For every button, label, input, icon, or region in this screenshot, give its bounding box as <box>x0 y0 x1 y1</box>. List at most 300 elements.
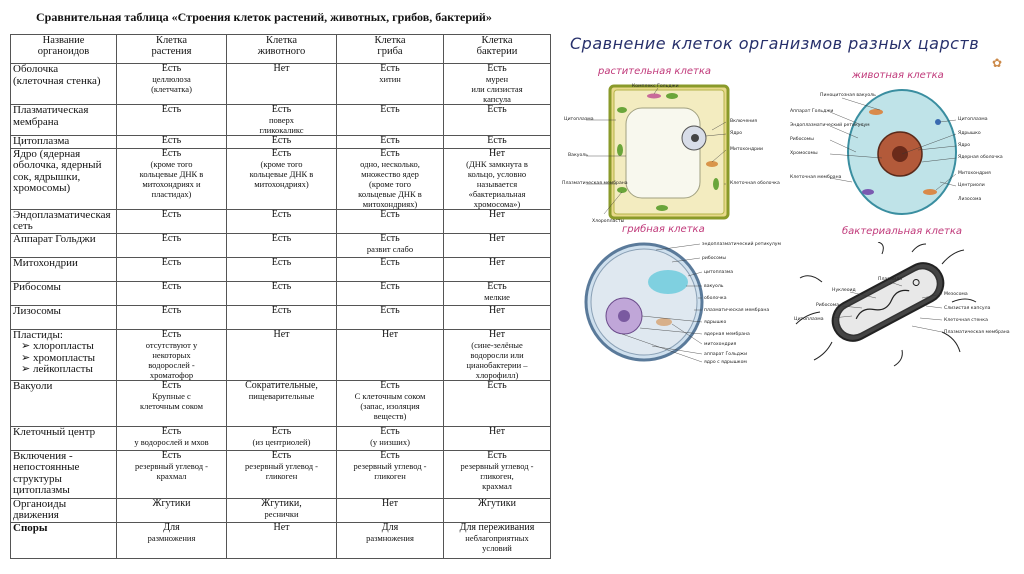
organelle-name-cell <box>11 380 117 426</box>
animal-label-centrioles: Центриоли <box>958 183 985 188</box>
table-header-text: Название <box>42 35 85 46</box>
table-cell-text: одно, несколько, <box>360 158 420 169</box>
table-cell-text: некоторых <box>152 349 191 360</box>
table-cell-text: Нет <box>488 233 506 244</box>
table-cell-text: гликоген <box>374 470 406 481</box>
table-cell-text: хроматофор <box>149 369 194 380</box>
table-row <box>11 450 551 498</box>
table-row <box>11 233 551 257</box>
table-cell <box>227 148 337 209</box>
table-cell-text: крахмал <box>482 480 512 491</box>
organelle-name-text: Пластиды: <box>13 329 63 341</box>
table-cell <box>227 209 337 233</box>
table-cell-text: отсутствуют у <box>145 339 198 350</box>
organelle-name-text: Вакуоли <box>13 380 53 392</box>
table-cell-text: Есть <box>161 281 182 292</box>
table-cell-text: Есть <box>380 63 400 74</box>
table-cell-text: Жгутики, <box>261 498 302 509</box>
animal-label-lysosome: Пиноцитозная вакуоль <box>820 93 876 98</box>
table-cell <box>337 450 444 498</box>
table-cell-text: Есть <box>487 63 507 74</box>
table-row <box>11 498 551 522</box>
table-cell-text: (ДНК замкнута в <box>466 158 528 169</box>
table-cell-text: мурен <box>485 74 509 84</box>
organelle-name-cell <box>11 209 117 233</box>
table-cell-text: Есть <box>161 257 182 268</box>
table-cell <box>227 329 337 380</box>
animal-label-lysosome-2: Лизосома <box>958 197 982 202</box>
organelle-name-cell <box>11 257 117 281</box>
table-cell-text: пластидах) <box>151 188 192 199</box>
organelle-name-text: ➢ хлоропласты <box>21 340 94 352</box>
table-cell-text: митохондриях и <box>142 178 201 189</box>
table-cell-text: (сине-зелёные <box>471 339 523 350</box>
table-cell-text: Нет <box>488 305 506 316</box>
animal-label-ribosomes: Рибосомы <box>790 137 814 142</box>
table-cell-text: Есть <box>161 380 182 391</box>
caption-animal-cell: животная клетка <box>852 70 944 81</box>
table-cell <box>444 64 551 105</box>
bacteria-label-membrane: Плазматическая мембрана <box>944 330 1010 335</box>
table-header-cell <box>227 35 337 64</box>
animal-label-nucleolus: Ядрышко <box>958 131 981 136</box>
fungus-nucleolus <box>618 310 630 322</box>
plant-label-cytoplasm: Цитоплазма <box>564 117 594 122</box>
table-cell-text: С клеточным соком <box>354 390 426 401</box>
fungus-label-mitochondrion: митохондрия <box>704 342 737 347</box>
fungus-label-membrane: плазматическая мембрана <box>704 308 770 313</box>
table-cell-text: Нет <box>381 498 399 509</box>
table-row <box>11 380 551 426</box>
table-cell-text: или слизистая <box>471 84 523 94</box>
organelle-name-cell <box>11 64 117 105</box>
table-cell <box>227 305 337 329</box>
table-cell <box>117 233 227 257</box>
table-cell <box>117 522 227 558</box>
organelle-name-text: цитоплазмы <box>13 484 70 496</box>
table-row <box>11 257 551 281</box>
table-cell-text: Нет <box>273 329 290 340</box>
table-cell-text: Для переживания <box>459 522 535 533</box>
table-cell <box>337 209 444 233</box>
table-cell <box>444 209 551 233</box>
table-cell-text: резервный углевод - <box>134 460 208 471</box>
table-cell-text: Есть <box>161 426 182 437</box>
table-cell-text: Есть <box>271 305 292 316</box>
plant-label-mitochondria: Митохондрии <box>730 147 764 152</box>
table-cell <box>337 281 444 305</box>
table-cell-text: Для <box>163 522 180 533</box>
organelle-name-text: движения <box>13 509 59 521</box>
table-cell <box>117 498 227 522</box>
organelle-name-text: Клеточный центр <box>13 426 96 438</box>
table-cell <box>444 305 551 329</box>
plant-chloroplast <box>656 205 668 211</box>
table-cell-text: Есть <box>161 148 182 159</box>
fungus-label-nucleolus: ядрышко <box>704 320 727 325</box>
table-cell-text: Есть <box>271 281 292 292</box>
table-cell <box>117 380 227 426</box>
caption-plant-cell: растительная клетка <box>598 66 711 77</box>
table-cell <box>117 329 227 380</box>
table-cell-text: у водорослей и мхов <box>134 436 209 447</box>
table-cell <box>444 450 551 498</box>
organelle-name-text: мембрана <box>13 115 59 128</box>
animal-label-nuclear-envelope: Ядерная оболочка <box>958 155 1003 160</box>
table-cell-text: Крупные с <box>152 390 191 401</box>
organelle-name-text: ➢ лейкопласты <box>21 363 93 375</box>
table-cell-text: Жгутики <box>478 498 516 509</box>
table-row <box>11 148 551 209</box>
organelle-name-cell <box>11 450 117 498</box>
table-cell-text: кольцо, условно <box>467 168 527 179</box>
organelle-name-cell <box>11 105 117 136</box>
table-header-text: гриба <box>377 46 403 57</box>
organelle-name-text: ➢ хромопласты <box>21 351 96 364</box>
table-cell <box>337 233 444 257</box>
table-cell-text: Нет <box>488 426 506 437</box>
fungus-cell-diagram <box>582 236 792 368</box>
table-cell <box>227 522 337 558</box>
animal-label-golgi: Аппарат Гольджи <box>790 109 834 114</box>
table-cell-text: кольцевые ДНК в <box>139 168 204 179</box>
table-cell-text: крахмал <box>156 470 187 481</box>
table-cell-text: Есть <box>487 450 507 461</box>
animal-label-er: Эндоплазматический ретикулум <box>790 123 870 128</box>
organelle-name-text: Цитоплазма <box>13 135 70 147</box>
table-cell-text: Есть <box>380 426 400 437</box>
table-cell <box>337 522 444 558</box>
table-cell-text: (клетчатка) <box>151 84 192 94</box>
table-cell <box>117 136 227 149</box>
table-cell-text: резервный углевод - <box>460 460 534 471</box>
table-cell <box>444 498 551 522</box>
animal-label-chromosomes: Хромосомы <box>790 151 818 156</box>
bacteria-label-plasmid: Плазмида <box>878 277 903 282</box>
organelle-name-text: Оболочка <box>13 63 59 75</box>
table-cell-text: называется <box>476 178 518 189</box>
table-cell <box>227 105 337 136</box>
table-cell <box>444 522 551 558</box>
bacteria-label-capsule: Слизистая капсула <box>944 306 991 311</box>
fungus-label-wall: оболочка <box>704 296 727 301</box>
table-cell-text: Жгутики <box>152 498 191 509</box>
organelle-name-text: Плазматическая <box>13 104 89 116</box>
table-cell-text: (кроме того <box>260 158 303 169</box>
table-cell-text: Есть <box>271 426 292 437</box>
table-cell-text: клеточным соком <box>139 400 203 411</box>
table-row <box>11 305 551 329</box>
table-cell <box>117 105 227 136</box>
bacteria-label-cytoplasm: Цитоплазма <box>794 317 824 322</box>
table-cell-text: Нет <box>488 257 506 268</box>
organelle-name-cell <box>11 522 117 558</box>
table-cell-text: Есть <box>380 148 400 159</box>
table-cell-text: Нет <box>488 148 506 159</box>
bacteria-label-ribosome: Рибосома <box>816 303 840 308</box>
organelle-name-text: Аппарат Гольджи <box>13 233 96 245</box>
table-cell-text: размножения <box>147 532 196 543</box>
table-cell-text: Есть <box>487 380 507 391</box>
plant-golgi <box>647 94 661 99</box>
plant-label-inclusions: Включения <box>730 119 758 124</box>
fungus-mitochondrion <box>656 318 672 326</box>
table-cell <box>337 305 444 329</box>
table-cell <box>227 380 337 426</box>
table-cell-text: Есть <box>487 104 507 115</box>
table-cell <box>337 136 444 149</box>
table-cell-text: множество ядер <box>361 168 419 179</box>
plant-chloroplast <box>617 144 623 156</box>
fungus-label-cytoplasm: цитоплазма <box>704 270 734 275</box>
table-cell <box>337 380 444 426</box>
table-header-text: животного <box>257 46 306 57</box>
table-cell-text: резервный углевод - <box>353 460 427 471</box>
table-cell <box>337 257 444 281</box>
plant-chloroplast <box>666 93 678 99</box>
diagram-title: Сравнение клеток организмов разных царств <box>570 34 980 53</box>
table-row <box>11 426 551 450</box>
plant-label-chloroplasts: Хлоропласты <box>592 219 625 224</box>
table-cell-text: Есть <box>161 135 182 146</box>
organelle-name-cell <box>11 305 117 329</box>
animal-label-nucleus: Ядро <box>958 143 971 148</box>
table-cell-text: Нет <box>488 209 506 220</box>
organelle-name-text: хромосомы) <box>13 182 71 194</box>
table-cell-text: Нет <box>273 63 290 74</box>
table-cell-text: Для <box>381 522 399 533</box>
table-cell-text: размножения <box>366 532 414 543</box>
table-cell-text: Есть <box>161 305 182 316</box>
table-cell-text: Нет <box>273 522 290 533</box>
table-cell-text: Есть <box>380 380 400 391</box>
table-cell-text: (кроме того <box>150 158 193 169</box>
table-cell <box>227 450 337 498</box>
table-row <box>11 522 551 558</box>
table-cell <box>117 305 227 329</box>
animal-label-mitochondrion: Митохондрия <box>958 171 991 176</box>
table-cell-text: веществ) <box>373 410 407 421</box>
animal-cell-diagram <box>790 82 1024 226</box>
table-cell-text: Есть <box>271 450 292 461</box>
table-cell-text: Есть <box>271 104 292 115</box>
table-cell-text: (из центриолей) <box>252 436 311 447</box>
table-cell <box>227 136 337 149</box>
fungus-label-nucleus: ядро с ядрышком <box>704 360 747 365</box>
table-cell <box>444 380 551 426</box>
table-cell <box>117 257 227 281</box>
organelle-name-text: Эндоплазматическая <box>13 209 111 221</box>
table-cell <box>337 64 444 105</box>
table-cell-text: капсула <box>483 94 511 104</box>
table-cell <box>337 426 444 450</box>
table-cell-text: кольцевые ДНК в <box>249 168 314 179</box>
caption-bacteria-cell: бактериальная клетка <box>842 226 963 237</box>
table-cell-text: хлорофилл) <box>475 369 519 380</box>
table-cell <box>117 209 227 233</box>
table-cell <box>117 281 227 305</box>
organelle-name-cell <box>11 426 117 450</box>
table-cell-text: Есть <box>271 233 292 244</box>
plant-chloroplast <box>617 107 627 113</box>
table-cell-text: Есть <box>161 329 182 340</box>
fungus-vacuole <box>648 270 688 294</box>
table-header-text: Клетка <box>265 35 298 46</box>
organelle-name-text: структуры <box>13 472 62 485</box>
table-cell-text: (кроме того <box>369 178 411 189</box>
table-header-text: органоидов <box>37 46 90 57</box>
table-cell <box>337 498 444 522</box>
comparison-table-panel <box>10 6 550 570</box>
organelle-name-text: сок, ядрышки, <box>13 170 81 183</box>
table-cell-text: гликокаликс <box>259 125 304 135</box>
table-cell-text: условий <box>482 542 512 553</box>
table-cell <box>444 329 551 380</box>
table-cell-text: Есть <box>271 257 292 268</box>
table-cell-text: неблагоприятных <box>465 532 529 543</box>
table-body <box>11 64 551 559</box>
bacteria-cell-diagram <box>792 242 1024 368</box>
animal-nucleolus <box>892 146 908 162</box>
table-cell <box>444 136 551 149</box>
table-cell-text: Есть <box>271 135 292 146</box>
organelle-name-text: оболочка, ядерный <box>13 159 102 171</box>
table-cell <box>117 148 227 209</box>
organelle-name-text: Рибосомы <box>13 281 61 293</box>
plant-label-membrane: Плазматическая мембрана <box>562 181 628 186</box>
fungus-label-er: эндоплазматический ретикулум <box>702 242 781 247</box>
table-cell-text: резервный углевод - <box>244 460 318 471</box>
table-cell <box>227 64 337 105</box>
table-cell <box>117 450 227 498</box>
table-cell <box>227 257 337 281</box>
plant-label-cell-wall: Клеточная оболочка <box>730 181 780 186</box>
table-header-text: Клетка <box>155 35 188 46</box>
table-row <box>11 281 551 305</box>
table-cell-text: реснички <box>264 508 299 519</box>
table-cell-text: Есть <box>380 135 400 146</box>
table-row <box>11 209 551 233</box>
comparison-table <box>10 34 551 559</box>
table-cell-text: Есть <box>380 104 400 115</box>
fungus-label-nuclear-membrane: ядерная мембрана <box>704 332 750 337</box>
table-cell-text: Есть <box>380 209 400 220</box>
table-cell-text: водоросли или <box>470 349 524 360</box>
table-row <box>11 136 551 149</box>
table-cell-text: развит слабо <box>366 243 414 254</box>
table-cell <box>444 257 551 281</box>
organelle-name-text: непостоянные <box>13 461 80 473</box>
table-cell-text: Есть <box>271 209 292 220</box>
table-cell <box>227 498 337 522</box>
table-cell <box>117 426 227 450</box>
fungus-cytoplasm <box>591 249 697 355</box>
plant-chloroplast <box>713 178 719 190</box>
table-cell <box>227 426 337 450</box>
animal-label-membrane: Клеточная мембрана <box>790 175 842 180</box>
organelle-name-cell <box>11 281 117 305</box>
table-cell-text: Есть <box>380 233 400 244</box>
table-cell-text: хромосома») <box>473 198 521 209</box>
organelle-name-text: (клеточная стенка) <box>13 74 101 87</box>
organelle-name-cell <box>11 136 117 149</box>
animal-mitochondrion <box>869 109 883 115</box>
organelle-name-text: Органоиды <box>13 498 67 510</box>
organelle-name-text: Лизосомы <box>13 305 61 317</box>
bacteria-label-mesosome: Мезосома <box>944 292 968 297</box>
table-cell <box>337 329 444 380</box>
table-cell-text: Есть <box>380 305 400 316</box>
organelle-name-text: Споры <box>13 522 48 534</box>
table-header-text: растения <box>151 46 192 57</box>
table-cell-text: Есть <box>487 281 507 292</box>
fungus-label-vacuole: вакуоль <box>704 284 724 289</box>
table-cell <box>444 233 551 257</box>
table-cell-text: водорослей - <box>148 359 195 370</box>
organelle-name-cell <box>11 329 117 380</box>
table-cell-text: мелкие <box>484 291 510 302</box>
plant-label-golgi: Комплекс Гольджи <box>632 84 679 89</box>
table-cell-text: пищеварительные <box>248 390 315 401</box>
table-header-cell <box>337 35 444 64</box>
table-header-row <box>11 35 551 64</box>
organelle-name-text: Митохондрии <box>13 257 78 269</box>
table-header-text: Клетка <box>481 35 513 46</box>
table-header-text: Клетка <box>374 35 406 46</box>
table-cell-text: Есть <box>380 281 400 292</box>
table-cell-text: Есть <box>161 209 182 220</box>
organelle-name-cell <box>11 233 117 257</box>
table-cell-text: целлюлоза <box>152 74 191 84</box>
animal-golgi <box>862 189 874 195</box>
bacteria-label-wall: Клеточная стенка <box>944 318 988 323</box>
table-cell-text: «бактериальная <box>468 188 526 199</box>
caption-fungus-cell: грибная клетка <box>622 224 705 235</box>
table-cell <box>117 64 227 105</box>
table-cell-text: гликоген <box>265 470 298 481</box>
table-row <box>11 329 551 380</box>
table-cell-text: митохондриях) <box>362 198 418 209</box>
table-row <box>11 105 551 136</box>
table-cell-text: Есть <box>380 257 400 268</box>
table-cell <box>337 148 444 209</box>
animal-mitochondrion <box>923 189 937 195</box>
table-cell <box>227 233 337 257</box>
table-cell-text: Есть <box>487 135 507 146</box>
organelle-name-cell <box>11 498 117 522</box>
animal-label-cytoplasm: Цитоплазма <box>958 117 988 122</box>
plant-cell-diagram <box>562 80 792 226</box>
table-header-cell <box>11 35 117 64</box>
organelle-name-text: сеть <box>13 220 33 232</box>
table-cell-text: Сократительные, <box>245 380 318 391</box>
table-cell <box>444 105 551 136</box>
decor-flower-icon: ✿ <box>992 56 1003 70</box>
table-cell-text: Есть <box>161 63 182 74</box>
table-cell-text: Есть <box>271 148 292 159</box>
cell-diagrams-panel <box>562 20 1024 370</box>
table-cell-text: митохондриях) <box>254 178 309 189</box>
table-cell-text: хитин <box>379 74 401 84</box>
table-cell <box>444 426 551 450</box>
table-cell <box>227 281 337 305</box>
table-cell-text: (у низших) <box>370 436 410 447</box>
table-cell <box>337 105 444 136</box>
table-cell-text: Нет <box>381 329 399 340</box>
organelle-name-text: Ядро (ядерная <box>13 148 81 160</box>
table-cell-text: (запас, изоляция <box>360 400 420 411</box>
table-row <box>11 64 551 105</box>
